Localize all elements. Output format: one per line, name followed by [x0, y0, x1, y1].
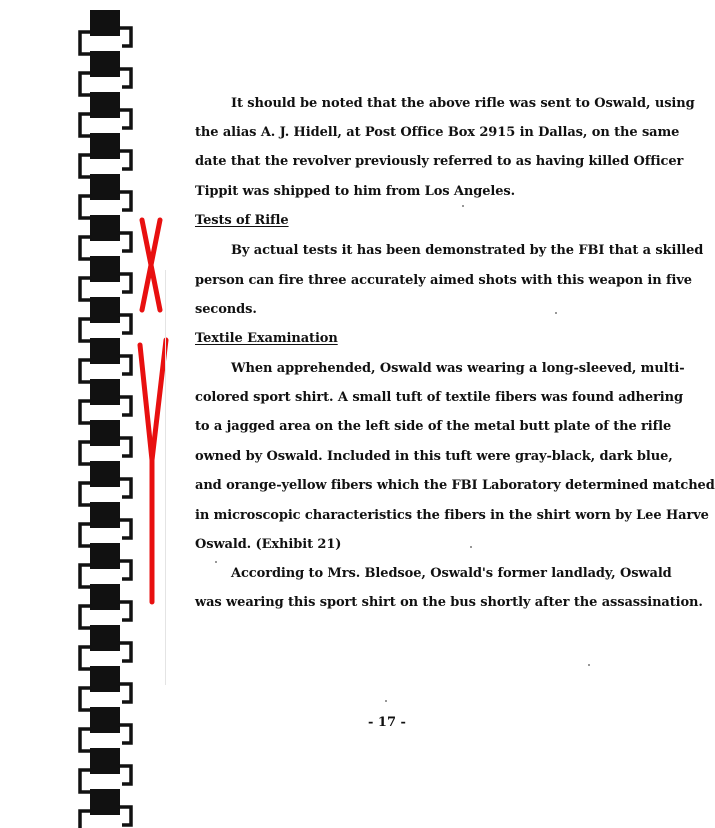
- binding-ring: [80, 297, 131, 341]
- scan-speck: [462, 205, 464, 207]
- binding-ring: [80, 625, 131, 669]
- p1-line-1: It should be noted that the above rifle was sent to Oswald, using: [231, 96, 695, 111]
- p2-line-1: By actual tests it has been demonstrated by the FBI that a skilled: [231, 243, 704, 258]
- annotation-y-stroke-left: [140, 345, 152, 460]
- page-number: - 17 -: [368, 715, 406, 730]
- binding-ring: [80, 584, 131, 628]
- scan-speck: [555, 312, 557, 314]
- p2-line-3: seconds.: [195, 302, 257, 317]
- binding-ring: [80, 748, 131, 792]
- p3-line-7: Oswald. (Exhibit 21): [195, 537, 342, 552]
- p1-line-4: Tippit was shipped to him from Los Angeles.: [195, 184, 516, 199]
- binding-ring: [80, 256, 131, 300]
- binding-ring: [80, 543, 131, 587]
- scan-speck: [588, 664, 590, 666]
- p3-line-2: colored sport shirt. A small tuft of textile fibers was found adhering: [195, 390, 683, 405]
- binding-ring: [80, 10, 131, 54]
- heading-tests-of-rifle: Tests of Rifle: [195, 213, 289, 228]
- binding-ring: [80, 666, 131, 710]
- binding-ring: [80, 133, 131, 177]
- annotation-y-stroke-right: [152, 340, 166, 460]
- p3-line-1: When apprehended, Oswald was wearing a long-sleeved, multi-: [231, 361, 685, 376]
- scan-speck: [470, 546, 472, 548]
- spiral-binding: [0, 0, 150, 828]
- p3-line-5: and orange-yellow fibers which the FBI Laboratory determined matched: [195, 478, 715, 493]
- binding-ring: [80, 789, 131, 828]
- p3-line-3: to a jagged area on the left side of the metal butt plate of the rifle: [195, 419, 672, 434]
- binding-ring: [80, 92, 131, 136]
- p3-line-4: owned by Oswald. Included in this tuft were gray-black, dark blue,: [195, 449, 673, 464]
- p4-line-1: According to Mrs. Bledsoe, Oswald's former landlady, Oswald: [231, 566, 672, 581]
- p1-line-2: the alias A. J. Hidell, at Post Office Box 2915 in Dallas, on the same: [195, 125, 680, 140]
- binding-ring: [80, 215, 131, 259]
- binding-ring: [80, 174, 131, 218]
- binding-ring: [80, 51, 131, 95]
- heading-textile-examination: Textile Examination: [195, 331, 338, 346]
- binding-ring: [80, 461, 131, 505]
- binding-ring: [80, 707, 131, 751]
- binding-ring: [80, 502, 131, 546]
- p2-line-2: person can fire three accurately aimed shots with this weapon in five: [195, 273, 692, 288]
- p3-line-6: in microscopic characteristics the fibers in the shirt worn by Lee Harve: [195, 508, 709, 523]
- margin-line: [165, 270, 166, 685]
- binding-ring: [80, 379, 131, 423]
- red-annotation-marks: [130, 210, 190, 610]
- binding-ring: [80, 420, 131, 464]
- p1-line-3: date that the revolver previously referred to as having killed Officer: [195, 154, 684, 169]
- binding-ring: [80, 338, 131, 382]
- scan-speck: [215, 561, 217, 563]
- scan-speck: [385, 700, 387, 702]
- p4-line-2: was wearing this sport shirt on the bus shortly after the assassination.: [195, 595, 703, 610]
